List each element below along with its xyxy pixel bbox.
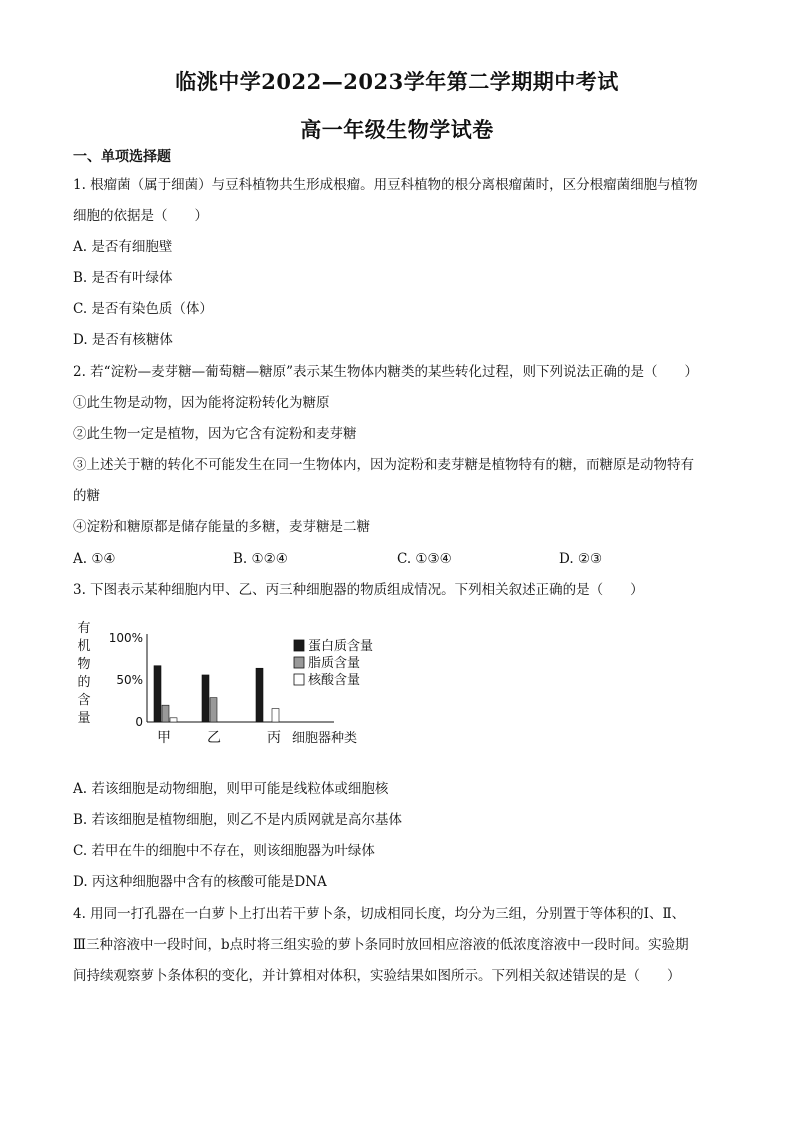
organelle-composition-chart [72, 612, 392, 752]
section-heading: 一、单项选择题 [73, 149, 171, 165]
q1-option-a: A. 是否有细胞壁 [73, 239, 173, 255]
chart-ytick-label: 0 [135, 715, 143, 729]
q2-stem: 2. 若“淀粉—麦芽糖—葡萄糖—糖原”表示某生物体内糖类的某些转化过程，则下列说法正确的是（ ） [73, 364, 698, 380]
chart-bar-1-2 [162, 705, 169, 722]
exam-title: 临洮中学2022—2023学年第二学期期中考试 [175, 69, 619, 94]
q3-option-b: B. 若该细胞是植物细胞，则乙不是内质网就是高尔基体 [73, 812, 403, 828]
q2-option-d: D. ②③ [559, 551, 603, 567]
q1-option-c: C. 是否有染色质（体） [73, 301, 213, 317]
chart-bar-1-3 [170, 718, 177, 722]
chart-ytick-label: 50% [116, 673, 143, 687]
q1-option-b: B. 是否有叶绿体 [73, 270, 173, 286]
chart-category-label: 甲 [157, 730, 171, 746]
chart-xlabel: 细胞器种类 [292, 731, 358, 746]
chart-legend-label: 脂质含量 [308, 656, 361, 671]
exam-subtitle: 高一年级生物学试卷 [300, 117, 494, 142]
q2-statement-1: ①此生物是动物，因为能将淀粉转化为糖原 [73, 395, 330, 411]
q1-option-d: D. 是否有核糖体 [73, 332, 173, 348]
chart-bar-1-1 [154, 666, 161, 722]
q4-stem-line2: Ⅲ三种溶液中一段时间，b点时将三组实验的萝卜条同时放回相应溶液的低浓度溶液中一段时间。实验期 [73, 937, 689, 953]
chart-ylabel-char: 含 [77, 693, 91, 708]
chart-ytick-label: 100% [108, 631, 143, 645]
q2-statement-4: ④淀粉和糖原都是储存能量的多糖，麦芽糖是二糖 [73, 519, 370, 535]
chart-category-label: 丙 [267, 730, 281, 746]
chart-ylabel-char: 机 [77, 639, 91, 654]
q2-statement-3-line1: ③上述关于糖的转化不可能发生在同一生物体内，因为淀粉和麦芽糖是植物特有的糖，而糖原是动物特有 [73, 457, 694, 473]
q2-option-a: A. ①④ [73, 551, 116, 567]
q1-stem-line2: 细胞的依据是（ ） [73, 208, 208, 224]
q2-option-b: B. ①②④ [233, 551, 288, 567]
q3-option-c: C. 若甲在牛的细胞中不存在，则该细胞器为叶绿体 [73, 843, 375, 859]
chart-legend-label: 核酸含量 [308, 673, 361, 688]
q4-stem-line1: 4. 用同一打孔器在一白萝卜上打出若干萝卜条，切成相同长度，均分为三组，分别置于等体积的Ⅰ、Ⅱ、 [73, 906, 686, 922]
chart-ylabel [77, 621, 90, 726]
chart-bar-2-2 [210, 698, 217, 722]
chart-legend-swatch [294, 674, 304, 685]
chart-legend-swatch [294, 640, 304, 651]
chart-legend-label: 蛋白质含量 [308, 639, 374, 654]
q4-stem-line3: 间持续观察萝卜条体积的变化，并计算相对体积，实验结果如图所示。下列相关叙述错误的是（ ） [73, 968, 681, 984]
chart-legend-swatch [294, 657, 304, 668]
chart-bar-2-1 [202, 675, 209, 722]
chart-ylabel-char: 物 [77, 657, 91, 672]
chart-bar-3-3 [272, 709, 279, 722]
q2-option-c: C. ①③④ [397, 551, 452, 567]
chart-category-label: 乙 [207, 730, 221, 746]
q3-option-d: D. 丙这种细胞器中含有的核酸可能是DNA [73, 874, 327, 890]
q2-statement-2: ②此生物一定是植物，因为它含有淀粉和麦芽糖 [73, 426, 357, 442]
q2-statement-3-line2: 的糖 [73, 488, 100, 504]
q1-stem-line1: 1. 根瘤菌（属于细菌）与豆科植物共生形成根瘤。用豆科植物的根分离根瘤菌时，区分根瘤菌细胞与植物 [73, 177, 698, 193]
chart-ylabel-char: 量 [77, 711, 91, 726]
chart-ylabel-char: 的 [77, 675, 91, 690]
chart-bar-3-1 [256, 668, 263, 722]
chart-ylabel-char: 有 [77, 621, 91, 636]
q3-option-a: A. 若该细胞是动物细胞，则甲可能是线粒体或细胞核 [73, 781, 389, 797]
q3-stem: 3. 下图表示某种细胞内甲、乙、丙三种细胞器的物质组成情况。下列相关叙述正确的是（ ） [73, 582, 644, 598]
